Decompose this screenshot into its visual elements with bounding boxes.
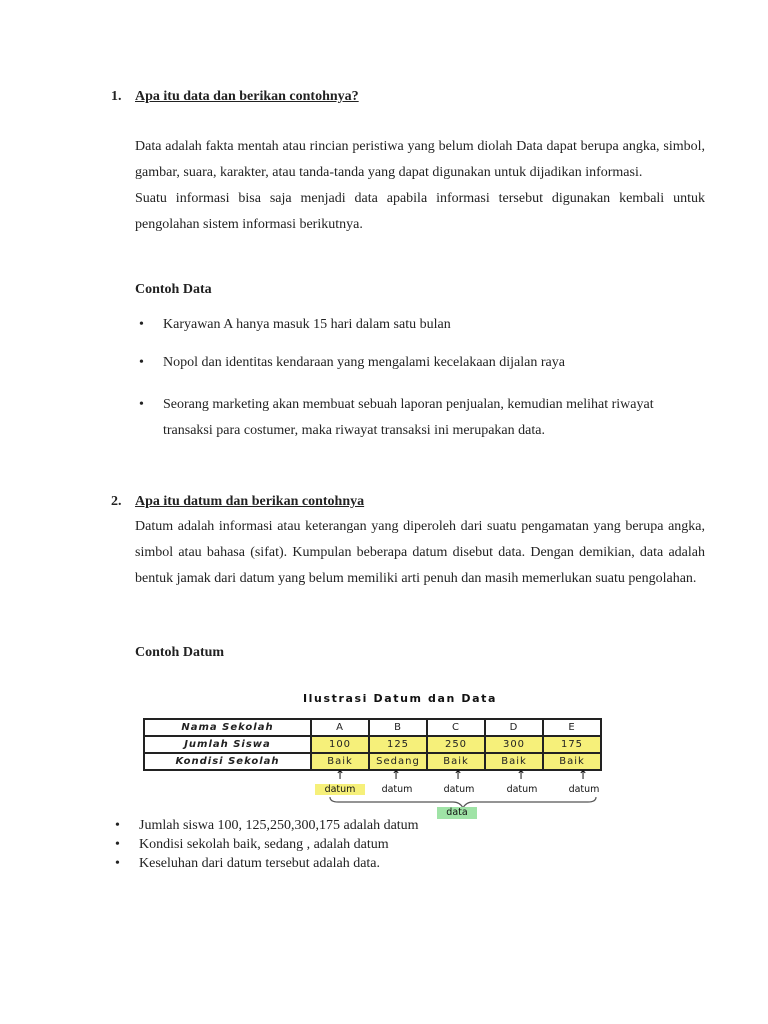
- up-arrow-icon: ↑: [452, 768, 464, 782]
- data-label: data: [437, 807, 477, 819]
- school-name-cell: D: [485, 719, 543, 736]
- row-label: Kondisi Sekolah: [144, 753, 311, 770]
- condition-cell: Sedang: [369, 753, 427, 770]
- bullet-icon: •: [115, 837, 120, 852]
- datum-label: datum: [506, 784, 538, 795]
- list-item: • Karyawan A hanya masuk 15 hari dalam satu bulan: [139, 317, 451, 332]
- datum-label: datum: [315, 784, 365, 795]
- datum-label: datum: [443, 784, 475, 795]
- table-row: [144, 719, 601, 736]
- q1-example-list: [135, 316, 705, 444]
- student-count-cell: 250: [427, 736, 485, 753]
- q1-paragraph-2: Suatu informasi bisa saja menjadi data apabila informasi tersebut digunakan kembali untuk pengolahan sistem informasi berikutnya.: [135, 191, 705, 232]
- q1-title: Apa itu data dan berikan contohnya?: [135, 89, 359, 104]
- up-arrow-icon: ↑: [577, 768, 589, 782]
- up-arrow-icon: ↑: [515, 768, 527, 782]
- student-count-cell: 300: [485, 736, 543, 753]
- datum-table: [143, 718, 602, 771]
- bullet-icon: •: [139, 397, 144, 412]
- condition-cell: Baik: [485, 753, 543, 770]
- school-name-cell: C: [427, 719, 485, 736]
- row-label: Jumlah Siswa: [144, 736, 311, 753]
- list-item: • Nopol dan identitas kendaraan yang mengalami kecelakaan dijalan raya: [139, 355, 565, 370]
- table-row: [144, 736, 601, 753]
- student-count-cell: 175: [543, 736, 601, 753]
- list-item: • Jumlah siswa 100, 125,250,300,175 adalah datum: [115, 818, 419, 833]
- condition-cell: Baik: [311, 753, 369, 770]
- student-count-cell: 100: [311, 736, 369, 753]
- q2-example-title: Contoh Datum: [135, 645, 225, 660]
- school-name-cell: A: [311, 719, 369, 736]
- up-arrow-icon: ↑: [390, 768, 402, 782]
- list-item: • Kondisi sekolah baik, sedang , adalah datum: [115, 837, 389, 852]
- q1-definition: [135, 134, 705, 238]
- q2-number: 2.: [111, 494, 122, 509]
- list-item: • Keseluhan dari datum tersebut adalah data.: [115, 856, 381, 871]
- list-item: • Seorang marketing akan membuat sebuah laporan penjualan, kemudian melihat riwayat transaksi para costumer, maka riwayat transaksi ini merupakan data.: [135, 392, 705, 444]
- condition-cell: Baik: [543, 753, 601, 770]
- datum-label: datum: [381, 784, 413, 795]
- q2-paragraph-1: Datum adalah informasi atau keterangan yang diperoleh dari suatu pengamatan yang berupa angka, simbol atau bahasa (sifat). Kumpulan beberapa datum disebut data. Dengan demikian, data adalah bentuk jamak dari datum yang belum memiliki arti penuh dan masih memerlukan suatu pengolahan.: [135, 519, 705, 586]
- bullet-icon: •: [139, 355, 144, 370]
- q1-heading: [111, 89, 511, 107]
- bullet-icon: •: [115, 818, 120, 833]
- q2-title: Apa itu datum dan berikan contohnya: [135, 494, 365, 509]
- school-name-cell: B: [369, 719, 427, 736]
- datum-label: datum: [568, 784, 600, 795]
- bullet-icon: •: [139, 317, 144, 332]
- row-label: Nama Sekolah: [144, 719, 311, 736]
- up-arrow-icon: ↑: [334, 768, 346, 782]
- student-count-cell: 125: [369, 736, 427, 753]
- bullet-icon: •: [115, 856, 120, 871]
- school-name-cell: E: [543, 719, 601, 736]
- q2-definition: [135, 514, 705, 592]
- q1-number: 1.: [111, 89, 122, 104]
- condition-cell: Baik: [427, 753, 485, 770]
- q1-example-title: Contoh Data: [135, 282, 212, 297]
- summary-list: [111, 818, 711, 875]
- figure-title: Ilustrasi Datum dan Data: [302, 692, 498, 705]
- q2-heading: [111, 494, 511, 512]
- q1-paragraph-1: Data adalah fakta mentah atau rincian peristiwa yang belum diolah Data dapat berupa angka, simbol, gambar, suara, karakter, atau tanda-tanda yang dapat digunakan untuk dijadikan informasi.: [135, 139, 705, 180]
